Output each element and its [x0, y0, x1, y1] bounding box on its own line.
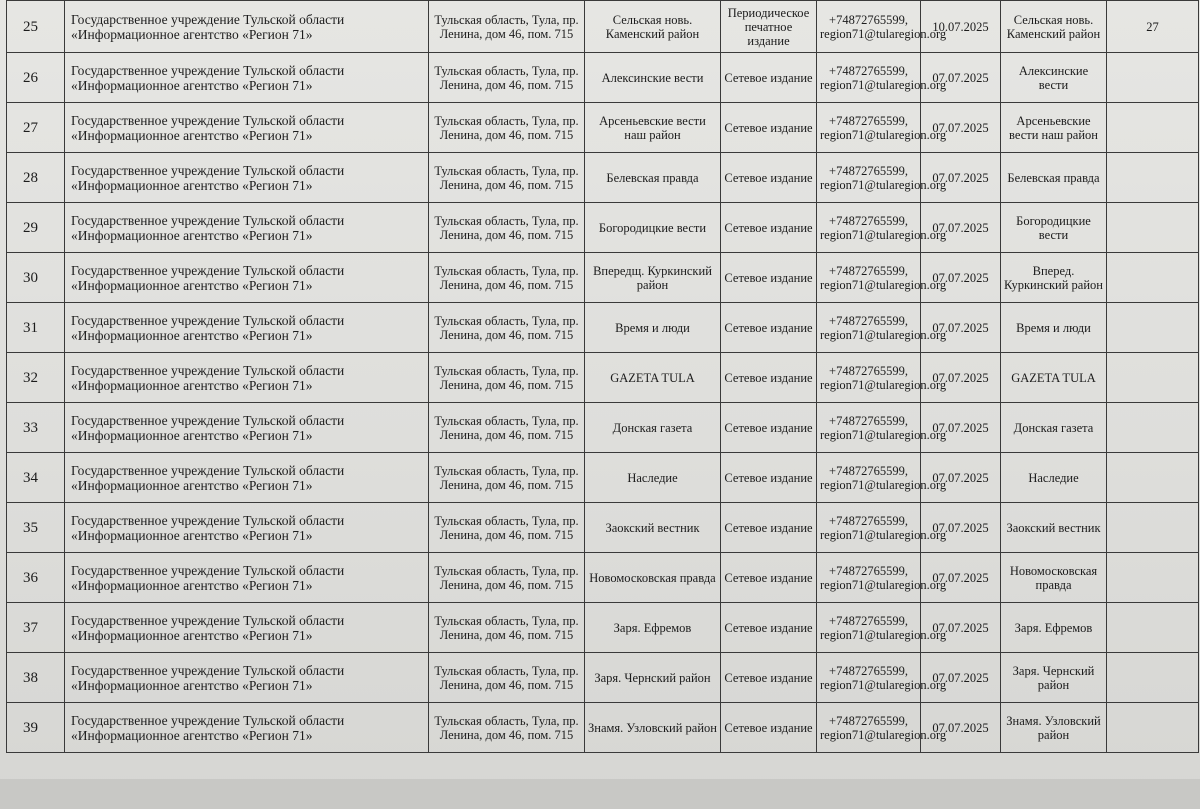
short-name-cell: Заокский вестник — [1001, 503, 1107, 553]
address-cell: Тульская область, Тула, пр. Ленина, дом 46, пом. 715 — [429, 153, 585, 203]
organization-cell: Государственное учреждение Тульской области «Информационное агентство «Регион 71» — [65, 1, 429, 53]
organization-cell: Государственное учреждение Тульской области «Информационное агентство «Регион 71» — [65, 103, 429, 153]
media-type-cell: Сетевое издание — [721, 103, 817, 153]
address-cell: Тульская область, Тула, пр. Ленина, дом 46, пом. 715 — [429, 403, 585, 453]
date-cell: 07.07.2025 — [921, 403, 1001, 453]
media-name-cell: Заря. Ефремов — [585, 603, 721, 653]
address-cell: Тульская область, Тула, пр. Ленина, дом 46, пом. 715 — [429, 303, 585, 353]
row-number: 31 — [7, 303, 65, 353]
organization-cell: Государственное учреждение Тульской области «Информационное агентство «Регион 71» — [65, 53, 429, 103]
table-row — [7, 403, 1199, 453]
address-cell: Тульская область, Тула, пр. Ленина, дом 46, пом. 715 — [429, 203, 585, 253]
extra-cell — [1107, 303, 1199, 353]
media-name-cell: Алексинские вести — [585, 53, 721, 103]
media-type-cell: Сетевое издание — [721, 253, 817, 303]
organization-cell: Государственное учреждение Тульской области «Информационное агентство «Регион 71» — [65, 603, 429, 653]
short-name-cell: GAZETA TULA — [1001, 353, 1107, 403]
registry-table — [6, 0, 1199, 753]
media-type-cell: Сетевое издание — [721, 703, 817, 753]
extra-cell — [1107, 103, 1199, 153]
contact-cell: +74872765599, region71@tularegion.org — [817, 403, 921, 453]
extra-cell: 27 — [1107, 1, 1199, 53]
short-name-cell: Алексинские вести — [1001, 53, 1107, 103]
table-row — [7, 653, 1199, 703]
extra-cell — [1107, 603, 1199, 653]
address-cell: Тульская область, Тула, пр. Ленина, дом 46, пом. 715 — [429, 103, 585, 153]
short-name-cell: Арсеньевские вести наш район — [1001, 103, 1107, 153]
row-number: 34 — [7, 453, 65, 503]
date-cell: 07.07.2025 — [921, 503, 1001, 553]
date-cell: 07.07.2025 — [921, 653, 1001, 703]
row-number: 25 — [7, 1, 65, 53]
extra-cell — [1107, 403, 1199, 453]
date-cell: 07.07.2025 — [921, 603, 1001, 653]
row-number: 35 — [7, 503, 65, 553]
date-cell: 07.07.2025 — [921, 553, 1001, 603]
media-type-cell: Периодическое печатное издание — [721, 1, 817, 53]
address-cell: Тульская область, Тула, пр. Ленина, дом 46, пом. 715 — [429, 653, 585, 703]
address-cell: Тульская область, Тула, пр. Ленина, дом 46, пом. 715 — [429, 1, 585, 53]
contact-cell: +74872765599, region71@tularegion.org — [817, 253, 921, 303]
media-type-cell: Сетевое издание — [721, 353, 817, 403]
contact-cell: +74872765599, region71@tularegion.org — [817, 603, 921, 653]
table-row — [7, 153, 1199, 203]
extra-cell — [1107, 153, 1199, 203]
date-cell: 07.07.2025 — [921, 303, 1001, 353]
contact-cell: +74872765599, region71@tularegion.org — [817, 453, 921, 503]
date-cell: 07.07.2025 — [921, 353, 1001, 403]
table-row — [7, 703, 1199, 753]
address-cell: Тульская область, Тула, пр. Ленина, дом 46, пом. 715 — [429, 53, 585, 103]
organization-cell: Государственное учреждение Тульской области «Информационное агентство «Регион 71» — [65, 403, 429, 453]
media-type-cell: Сетевое издание — [721, 653, 817, 703]
short-name-cell: Знамя. Узловский район — [1001, 703, 1107, 753]
media-type-cell: Сетевое издание — [721, 553, 817, 603]
organization-cell: Государственное учреждение Тульской области «Информационное агентство «Регион 71» — [65, 703, 429, 753]
media-type-cell: Сетевое издание — [721, 153, 817, 203]
media-name-cell: Наследие — [585, 453, 721, 503]
row-number: 36 — [7, 553, 65, 603]
extra-cell — [1107, 453, 1199, 503]
short-name-cell: Донская газета — [1001, 403, 1107, 453]
organization-cell: Государственное учреждение Тульской области «Информационное агентство «Регион 71» — [65, 453, 429, 503]
short-name-cell: Новомосковская правда — [1001, 553, 1107, 603]
table-row — [7, 603, 1199, 653]
short-name-cell: Богородицкие вести — [1001, 203, 1107, 253]
extra-cell — [1107, 353, 1199, 403]
table-row — [7, 1, 1199, 53]
table-body — [7, 1, 1199, 753]
date-cell: 07.07.2025 — [921, 153, 1001, 203]
organization-cell: Государственное учреждение Тульской области «Информационное агентство «Регион 71» — [65, 153, 429, 203]
media-name-cell: Новомосковская правда — [585, 553, 721, 603]
address-cell: Тульская область, Тула, пр. Ленина, дом 46, пом. 715 — [429, 253, 585, 303]
extra-cell — [1107, 503, 1199, 553]
address-cell: Тульская область, Тула, пр. Ленина, дом 46, пом. 715 — [429, 453, 585, 503]
organization-cell: Государственное учреждение Тульской области «Информационное агентство «Регион 71» — [65, 503, 429, 553]
date-cell: 07.07.2025 — [921, 203, 1001, 253]
row-number: 37 — [7, 603, 65, 653]
table-row — [7, 503, 1199, 553]
media-type-cell: Сетевое издание — [721, 503, 817, 553]
contact-cell: +74872765599, region71@tularegion.org — [817, 53, 921, 103]
address-cell: Тульская область, Тула, пр. Ленина, дом 46, пом. 715 — [429, 353, 585, 403]
media-name-cell: Арсеньевские вести наш район — [585, 103, 721, 153]
contact-cell: +74872765599, region71@tularegion.org — [817, 303, 921, 353]
contact-cell: +74872765599, region71@tularegion.org — [817, 653, 921, 703]
extra-cell — [1107, 203, 1199, 253]
extra-cell — [1107, 53, 1199, 103]
media-type-cell: Сетевое издание — [721, 603, 817, 653]
contact-cell: +74872765599, region71@tularegion.org — [817, 1, 921, 53]
table-row — [7, 353, 1199, 403]
extra-cell — [1107, 703, 1199, 753]
short-name-cell: Заря. Чернский район — [1001, 653, 1107, 703]
media-name-cell: Впередщ. Куркинский район — [585, 253, 721, 303]
media-type-cell: Сетевое издание — [721, 303, 817, 353]
extra-cell — [1107, 253, 1199, 303]
media-name-cell: Время и люди — [585, 303, 721, 353]
organization-cell: Государственное учреждение Тульской области «Информационное агентство «Регион 71» — [65, 553, 429, 603]
organization-cell: Государственное учреждение Тульской области «Информационное агентство «Регион 71» — [65, 653, 429, 703]
row-number: 38 — [7, 653, 65, 703]
page-bottom-edge — [0, 779, 1200, 809]
organization-cell: Государственное учреждение Тульской области «Информационное агентство «Регион 71» — [65, 253, 429, 303]
date-cell: 07.07.2025 — [921, 703, 1001, 753]
date-cell: 07.07.2025 — [921, 453, 1001, 503]
date-cell: 07.07.2025 — [921, 53, 1001, 103]
address-cell: Тульская область, Тула, пр. Ленина, дом 46, пом. 715 — [429, 553, 585, 603]
media-name-cell: Знамя. Узловский район — [585, 703, 721, 753]
address-cell: Тульская область, Тула, пр. Ленина, дом 46, пом. 715 — [429, 503, 585, 553]
short-name-cell: Белевская правда — [1001, 153, 1107, 203]
table-row — [7, 103, 1199, 153]
extra-cell — [1107, 553, 1199, 603]
extra-cell — [1107, 653, 1199, 703]
contact-cell: +74872765599, region71@tularegion.org — [817, 703, 921, 753]
row-number: 26 — [7, 53, 65, 103]
row-number: 30 — [7, 253, 65, 303]
contact-cell: +74872765599, region71@tularegion.org — [817, 203, 921, 253]
contact-cell: +74872765599, region71@tularegion.org — [817, 503, 921, 553]
table-row — [7, 553, 1199, 603]
row-number: 32 — [7, 353, 65, 403]
row-number: 39 — [7, 703, 65, 753]
row-number: 27 — [7, 103, 65, 153]
row-number: 29 — [7, 203, 65, 253]
row-number: 33 — [7, 403, 65, 453]
short-name-cell: Время и люди — [1001, 303, 1107, 353]
row-number: 28 — [7, 153, 65, 203]
media-name-cell: Сельская новь. Каменский район — [585, 1, 721, 53]
organization-cell: Государственное учреждение Тульской области «Информационное агентство «Регион 71» — [65, 353, 429, 403]
date-cell: 07.07.2025 — [921, 253, 1001, 303]
media-type-cell: Сетевое издание — [721, 403, 817, 453]
contact-cell: +74872765599, region71@tularegion.org — [817, 353, 921, 403]
contact-cell: +74872765599, region71@tularegion.org — [817, 553, 921, 603]
short-name-cell: Наследие — [1001, 453, 1107, 503]
media-name-cell: Белевская правда — [585, 153, 721, 203]
table-row — [7, 53, 1199, 103]
short-name-cell: Впеpед. Куркинский район — [1001, 253, 1107, 303]
short-name-cell: Сельская новь. Каменский район — [1001, 1, 1107, 53]
media-type-cell: Сетевое издание — [721, 453, 817, 503]
media-name-cell: GAZETA TULA — [585, 353, 721, 403]
table-row — [7, 453, 1199, 503]
media-name-cell: Заокский вестник — [585, 503, 721, 553]
date-cell: 07.07.2025 — [921, 103, 1001, 153]
media-name-cell: Донская газета — [585, 403, 721, 453]
address-cell: Тульская область, Тула, пр. Ленина, дом 46, пом. 715 — [429, 603, 585, 653]
table-row — [7, 203, 1199, 253]
date-cell: 10.07.2025 — [921, 1, 1001, 53]
table-row — [7, 303, 1199, 353]
organization-cell: Государственное учреждение Тульской области «Информационное агентство «Регион 71» — [65, 203, 429, 253]
table-row — [7, 253, 1199, 303]
short-name-cell: Заря. Ефремов — [1001, 603, 1107, 653]
address-cell: Тульская область, Тула, пр. Ленина, дом 46, пом. 715 — [429, 703, 585, 753]
media-type-cell: Сетевое издание — [721, 53, 817, 103]
contact-cell: +74872765599, region71@tularegion.org — [817, 103, 921, 153]
media-type-cell: Сетевое издание — [721, 203, 817, 253]
media-name-cell: Богородицкие вести — [585, 203, 721, 253]
contact-cell: +74872765599, region71@tularegion.org — [817, 153, 921, 203]
media-name-cell: Заря. Чернский район — [585, 653, 721, 703]
organization-cell: Государственное учреждение Тульской области «Информационное агентство «Регион 71» — [65, 303, 429, 353]
